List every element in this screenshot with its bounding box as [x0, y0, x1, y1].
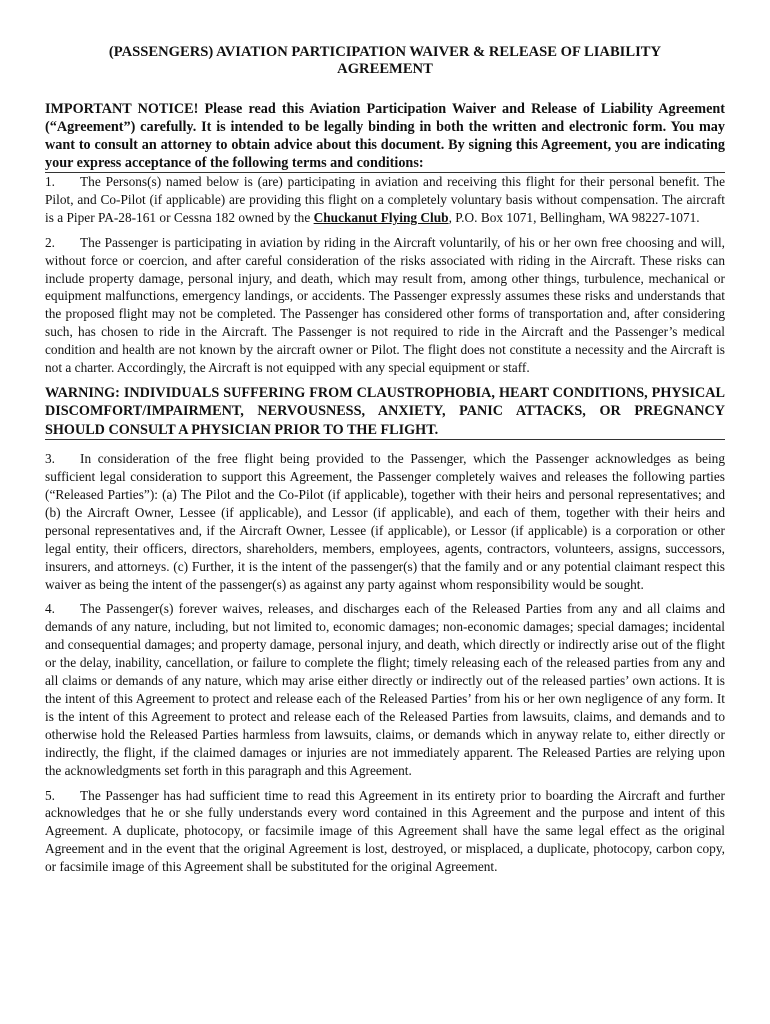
page-title: (PASSENGERS) AVIATION PARTICIPATION WAIVER & RELEASE OF LIABILITY AGREEMENT	[108, 44, 662, 77]
paragraph-number: 1.	[45, 174, 56, 189]
important-notice: IMPORTANT NOTICE! Please read this Aviation Participation Waiver and Release of Liability Agreement (“Agreement”) carefully. It is intended to be legally binding in both the written and electronic form. You may want to consult an attorney to obtain advice about this document. By signing this Agreement, you are indicating your express acceptance of the following terms and conditions:	[45, 101, 725, 171]
paragraph-2-text: The Passenger is participating in aviation by riding in the Aircraft voluntarily, of his or her own free choosing and will, without force or coercion, and after careful consideration of the risks associated with riding in the Aircraft. These risks can include property damage, personal injury, and death, which may result from, among other things, turbulence, mechanical or equipment malfunctions, emergency landings, or accidents. The Passenger expressly assumes these risks and understands that the proposed flight may not be completed. The Passenger has considered other forms of transportation and, after considering such, has chosen to ride in the Aircraft. The Passenger is not required to ride in the Aircraft and the Passenger’s medical condition and health are not known by the aircraft owner or Pilot. The flight does not constitute a necessity and the Aircraft is not a charter. Accordingly, the Aircraft is not equipped with any special equipment or staff.	[45, 234, 725, 376]
paragraph-3-text: In consideration of the free flight being provided to the Passenger, which the Passenger acknowledges as being sufficient legal consideration to support this Agreement, the Passenger completely waives and releases the following parties (“Released Parties”): (a) The Pilot and the Co-Pilot (if applicable), together with their heirs and personal representatives; and (b) the Aircraft Owner, Lessee (if applicable), and Lessor (if applicable), and each of them, together with their heirs and personal representatives and, if the Aircraft Owner, Lessee (if applicable), or Lessor (if applicable) is a corporation or other legal entity, their officers, directors, shareholders, members, employees, agents, contractors, volunteers, assigns, successors, insurers, and attorneys. (c) Further, it is the intent of the passenger(s) that the family and or any potential claimant respect this waiver as being the intent of the passenger(s) as against any party against whom responsibility would be sought.	[45, 451, 725, 592]
paragraph-4	[45, 600, 725, 779]
paragraph-number: 3.	[45, 451, 56, 467]
paragraph-3	[45, 450, 725, 593]
paragraph-1-text-before: The Persons(s) named below is (are) participating in aviation and receiving this flight for their personal benefit. The Pilot, and Co-Pilot (if applicable) are providing this flight on a completely voluntary basis without compensation. The aircraft is a Piper PA-28-161 or Cessna 182 owned by the	[45, 174, 725, 225]
paragraph-5-text: The Passenger has had sufficient time to read this Agreement in its entirety prior to boarding the Aircraft and further acknowledges that he or she fully understands every word contained in this Agreement and the purpose and intent of this Agreement. A duplicate, photocopy, or facsimile image of this Agreement shall have the same legal effect as the original Agreement and in the event that the original Agreement is lost, destroyed, or misplaced, a duplicate, photocopy, carbon copy, or facsimile image of this Agreement shall be substituted for the original Agreement.	[45, 787, 725, 875]
paragraph-1-text-after: , P.O. Box 1071, Bellingham, WA 98227-1071.	[448, 209, 700, 225]
warning-notice: WARNING: INDIVIDUALS SUFFERING FROM CLAUSTROPHOBIA, HEART CONDITIONS, PHYSICAL DISCOMFORT/IMPAIRMENT, NERVOUSNESS, ANXIETY, PANIC ATTACKS, OR PREGNANCY SHOULD CONSULT A PHYSICIAN PRIOR TO THE FLIGHT.	[45, 384, 725, 440]
paragraph-5	[45, 787, 725, 877]
paragraph-1	[45, 173, 725, 227]
paragraph-4-text: The Passenger(s) forever waives, releases, and discharges each of the Released Parties from any and all claims and demands of any nature, including, but not limited to, economic damages; non-economic damages; special damages; incidental and consequential damages; and property damage, personal injury, and death, which directly or indirectly arise out of the flight or the delay, inability, cancellation, or failure to complete the flight; timely releasing each of the released parties from any and all claims or demands of any nature, which may arise either directly or indirectly out of the released parties’ own actions. It is the intent of this Agreement to protect and release each of the Released Parties’ from his or her own negligence of any form. It is the intent of this Agreement to protect and release each of the Released Parties from lawsuits, claims, and demands and to otherwise hold the Released Parties harmless from lawsuits, claims, or demands which in anyway relate to, either directly or indirectly, the flight, if the claimed damages or injuries are not immediately apparent. The Released Parties are relying upon the acknowledgments set forth in this paragraph and this Agreement.	[45, 601, 725, 778]
paragraph-number: 4.	[45, 601, 56, 617]
club-name: Chuckanut Flying Club	[313, 209, 449, 225]
paragraph-2	[45, 234, 725, 377]
paragraph-number: 2.	[45, 234, 56, 250]
paragraph-number: 5.	[45, 787, 56, 803]
